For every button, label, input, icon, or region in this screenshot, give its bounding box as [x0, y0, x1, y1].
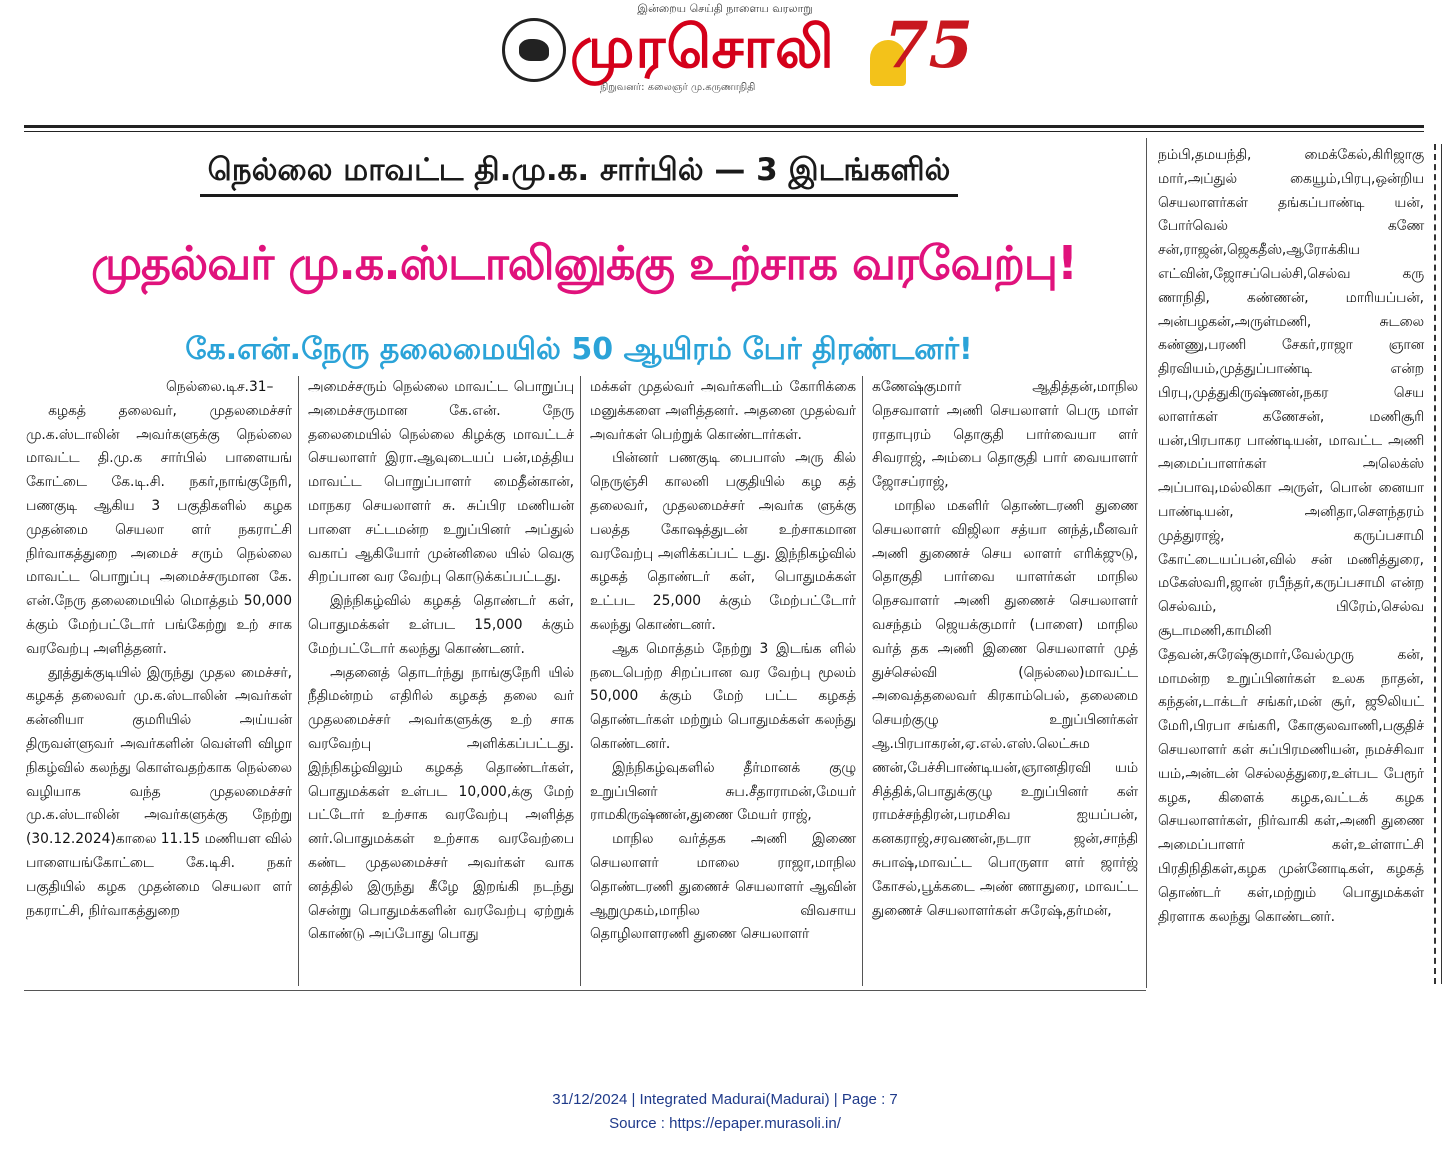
paragraph: மாநில மகளிர் தொண்டரணி துணை செயலாளர் விஜிலா சத்யா னந்த்,மீனவர் அணி துணைச் செய லாளர் எரிக்ஜுடு, தொகுதி பார்வை யாளர்கள் மாநில நெசவாளர் அணி துணைச் செயலாளர் வசந்தம் ஜெயக்குமார் (பாளை) மாநில வர்த் தக அணி இணை செயலாளர் முத் துச்செல்வி (நெல்லை)மாவட்ட அவைத்தலைவர் கிரகாம்பெல், தலைமை செயற்குழு உறுப்பினர்கள் ஆ.பிரபாகரன்,ஏ.எல்.எஸ்.லெட்சும ணன்,பேச்சிபாண்டியன்,ஞானதிரவி யம் சித்திக்,பொதுக்குழு உறுப்பினர் கள் ராமச்சந்திரன்,பரமசிவ ஐயப்பன், கனகராஜ்,சரவணன்,நடரா ஜன்,சாந்தி சுபாஷ்,மாவட்ட பொருளா ளர் ஜார்ஜ் கோசல்,பூக்கடை அண் ணாதுரை, மாவட்ட துணைச் செயலாளர்கள் சுரேஷ்,தர்மன்,: [872, 497, 1138, 919]
dateline: நெல்லை.டிச.31–: [166, 379, 274, 395]
bottom-divider: [24, 990, 1146, 991]
paragraph: மாநில வர்த்தக அணி இணை செயலாளர் மாலை ராஜா,மாநில தொண்டரணி துணைச் செயலாளர் ஆவின் ஆறுமுகம்,மாநில விவசாய தொழிலாளரணி துணை செயலாளர்: [590, 831, 856, 943]
cut-line: [1434, 144, 1442, 984]
paragraph: இந்நிகழ்வுகளில் தீர்மானக் குழு உறுப்பினர் சுப.சீதாராமன்,மேயர் ராமகிருஷ்ணன்,துணை மேயர் ராஜ்,: [590, 759, 856, 824]
emblem-icon: [502, 18, 566, 82]
article-column-2: [308, 376, 574, 947]
masthead-founder: நிறுவனர்: கலைஞர் மு.கருணாநிதி: [600, 82, 756, 93]
anniversary-number: 75: [884, 8, 974, 83]
article-column-4: [872, 376, 1138, 923]
kicker-text: நெல்லை மாவட்ட தி.மு.க. சார்பில் — 3 இடங்களில்: [200, 146, 959, 197]
paragraph: கழகத் தலைவர், முதலமைச்சர் மு.க.ஸ்டாலின் அவர்களுக்கு நெல்லை மாவட்ட தி.மு.க சார்பில் பாளையங் கோட்டை கே.டி.சி. நகர்,நாங்குநேரி, பணகுடி ஆகிய 3 பகுதிகளில் கழக முதன்மை செயலா ளர் நகராட்சி நிர்வாகத்துறை அமைச் சரும் நெல்லை மாவட்ட பொறுப்பு அமைச்சருமான கே. என்.நேரு தலைமையில் மொத்தம் 50,000 க்கும் மேற்பட்டோர் பங்கேற்று உற் சாக வரவேற்பு அளித்தனர்.: [26, 402, 292, 657]
paragraph: கணேஷ்குமார் ஆதித்தன்,மாநில நெசவாளர் அணி செயலாளர் பெரு மாள் ராதாபுரம் தொகுதி பார்வையா ளர் சிவராஜ், அம்பை தொகுதி பார் வையாளர் ஜோசப்ராஜ்,: [872, 379, 1138, 491]
top-divider: [24, 125, 1424, 128]
column-divider: [862, 376, 863, 986]
footer-source[interactable]: Source : https://epaper.murasoli.in/: [609, 1115, 841, 1132]
anniversary-logo: [870, 8, 974, 88]
paragraph: மக்கள் முதல்வர் அவர்களிடம் கோரிக்கை மனுக்களை அளித்தனர். அதனை முதல்வர் அவர்கள் பெற்றுக் கொண்டார்கள்.: [590, 379, 856, 443]
article-column-5: [1158, 144, 1424, 929]
column-divider: [580, 376, 581, 986]
paragraph: பின்னர் பணகுடி பைபாஸ் அரு கில் நெருஞ்சி காலனி பகுதியில் கழ கத் தலைவர், முதலமைச்சர் அவர்க ளுக்கு பலத்த கோஷத்துடன் உற்சாகமான வரவேற்பு அளிக்கப்பட் டது. இந்நிகழ்வில் கழகத் தொண்டர் கள், பொதுமக்கள் உட்பட 25,000 க்கும் மேற்பட்டோர் கலந்து கொண்டனர்.: [590, 450, 856, 633]
masthead: [0, 0, 1450, 100]
paragraph: இந்நிகழ்வில் கழகத் தொண்டர் கள், பொதுமக்கள் உள்பட 15,000 க்கும் மேற்பட்டோர் கலந்து கொண்டனர்.: [308, 593, 574, 657]
paragraph: அமைச்சரும் நெல்லை மாவட்ட பொறுப்பு அமைச்சருமான கே.என். நேரு தலைமையில் நெல்லை கிழக்கு மாவட்டச் செயலாளர் இரா.ஆவுடையப் பன்,மத்திய மாவட்ட பொறுப்பாளர் மைதீன்கான், மாநகர செயலாளர் சு. சுப்பிர மணியன் பாளை சட்டமன்ற உறுப்பினர் அப்துல் வகாப் ஆகியோர் முன்னிலை யில் வெகு சிறப்பான வர வேற்பு கொடுக்கப்பட்டது.: [308, 379, 574, 586]
article-column-1: [26, 376, 292, 923]
paragraph: ஆக மொத்தம் நேற்று 3 இடங்க ளில் நடைபெற்ற சிறப்பான வர வேற்பு மூலம் 50,000 க்கும் மேற் பட்ட கழகத் தொண்டர்கள் மற்றும் பொதுமக்கள் கலந்து கொண்டனர்.: [590, 640, 856, 752]
masthead-tagline: இன்றைய செய்தி நாளைய வரலாறு: [637, 2, 813, 15]
paragraph: நம்பி,தமயந்தி, மைக்கேல்,கிரிஜாகு மார்,அப்துல் கையூம்,பிரபு,ஒன்றிய செயலாளர்கள் தங்கப்பாண்டி யன், போர்வெல் கணே சன்,ராஜன்,ஜெகதீஸ்,ஆரோக்கிய எட்வின்,ஜோசப்பெல்சி,செல்வ கரு ணாநிதி, கண்ணன், மாரியப்பன், அன்பழகன்,அருள்மணி, சுடலை கண்ணு,பரணி சேகர்,ராஜா ஞான திரவியம்,முத்துப்பாண்டி என்ற பிரபு,முத்துகிருஷ்ணன்,நகர செய லாளர்கள் கணேசன், மணிசூரி யன்,பிரபாகர பாண்டியன், மாவட்ட அணி அமைப்பாளர்கள் அலெக்ஸ் அப்பாவு,மல்லிகா அருள், பொன் னையா பாண்டியன், அனிதா,சௌந்தரம் முத்துராஜ், கருப்பசாமி கோட்டையப்பன்,வில் சன் மணித்துரை, மகேஸ்வரி,ஜான் ரபீந்தர்,கருப்பசாமி என்ற செல்வம், பிரேம்,செல்வ சூடாமணி,காமினி தேவன்,சுரேஷ்குமார்,வேல்முரு கன், மாமன்ற உறுப்பினர்கள் உலக நாதன், கந்தன்,டாக்டர் சங்கர்,மன் சூர், ஜூலியட் மேரி,பிரபா சங்கரி, கோகுலவாணி,பகுதிச் செயலாளர் கள் சுப்பிரமணியன், நமச்சிவா யம்,அன்டன் செல்லத்துரை,உள்பட பேரூர் கழக, கிளைக் கழக,வட்டக் கழக செயலாளர்கள், நிர்வாகி கள்,அணி துணை அமைப்பாளர் கள்,உள்ளாட்சி பிரதிநிதிகள்,கழக முன்னோடிகள், கழகத் தொண்டர் கள்,மற்றும் பொதுமக்கள் திரளாக கலந்து கொண்டனர்.: [1158, 147, 1424, 925]
paragraph: அதனைத் தொடர்ந்து நாங்குநேரி யில் நீதிமன்றம் எதிரில் கழகத் தலை வர் முதலமைச்சர் அவர்களுக்கு உற் சாக வரவேற்பு அளிக்கப்பட்டது. இந்நிகழ்விலும் கழகத் தொண்டர்கள், பொதுமக்கள் உள்பட 10,000,க்கு மேற் பட்டோர் உற்சாக வரவேற்பு அளித்த னர்.பொதுமக்கள் உற்சாக வரவேற்பை கண்ட முதலமைச்சர் அவர்கள் வாக னத்தில் இருந்து கீழே இறங்கி நடந்து சென்று பொதுமக்களின் வரவேற்பு ஏற்றுக் கொண்டு அப்போது பொது: [308, 664, 574, 943]
article-column-3: [590, 376, 856, 947]
column-divider: [298, 376, 299, 986]
article-kicker: [24, 146, 1134, 197]
footer-edition-info: 31/12/2024 | Integrated Madurai(Madurai) | Page : 7: [552, 1091, 898, 1108]
article-headline: முதல்வர் மு.க.ஸ்டாலினுக்கு உற்சாக வரவேற்பு!: [90, 236, 1078, 290]
paragraph: தூத்துக்குடியில் இருந்து முதல மைச்சர், கழகத் தலைவர் மு.க.ஸ்டாலின் அவர்கள் கன்னியா குமரியில் அய்யன் திருவள்ளுவர் அவர்களின் வெள்ளி விழா நிகழ்வில் கலந்து கொள்வதற்காக நெல்லை வழியாக வந்த முதலமைச்சர் மு.க.ஸ்டாலின் அவர்களுக்கு நேற்று (30.12.2024)காலை 11.15 மணியள வில் பாளையங்கோட்டை கே.டிசி. நகர் பகுதியில் கழக முதன்மை செயலா ளர் நகராட்சி, நிர்வாகத்துறை: [26, 664, 293, 919]
column-divider: [1146, 138, 1147, 988]
page-footer: [0, 1088, 1450, 1136]
article-subhead: கே.என்.நேரு தலைமையில் 50 ஆயிரம் பேர் திரண்டனர்!: [185, 332, 973, 367]
newspaper-name: முரசொலி: [570, 13, 835, 81]
top-divider-thin: [24, 131, 1424, 132]
